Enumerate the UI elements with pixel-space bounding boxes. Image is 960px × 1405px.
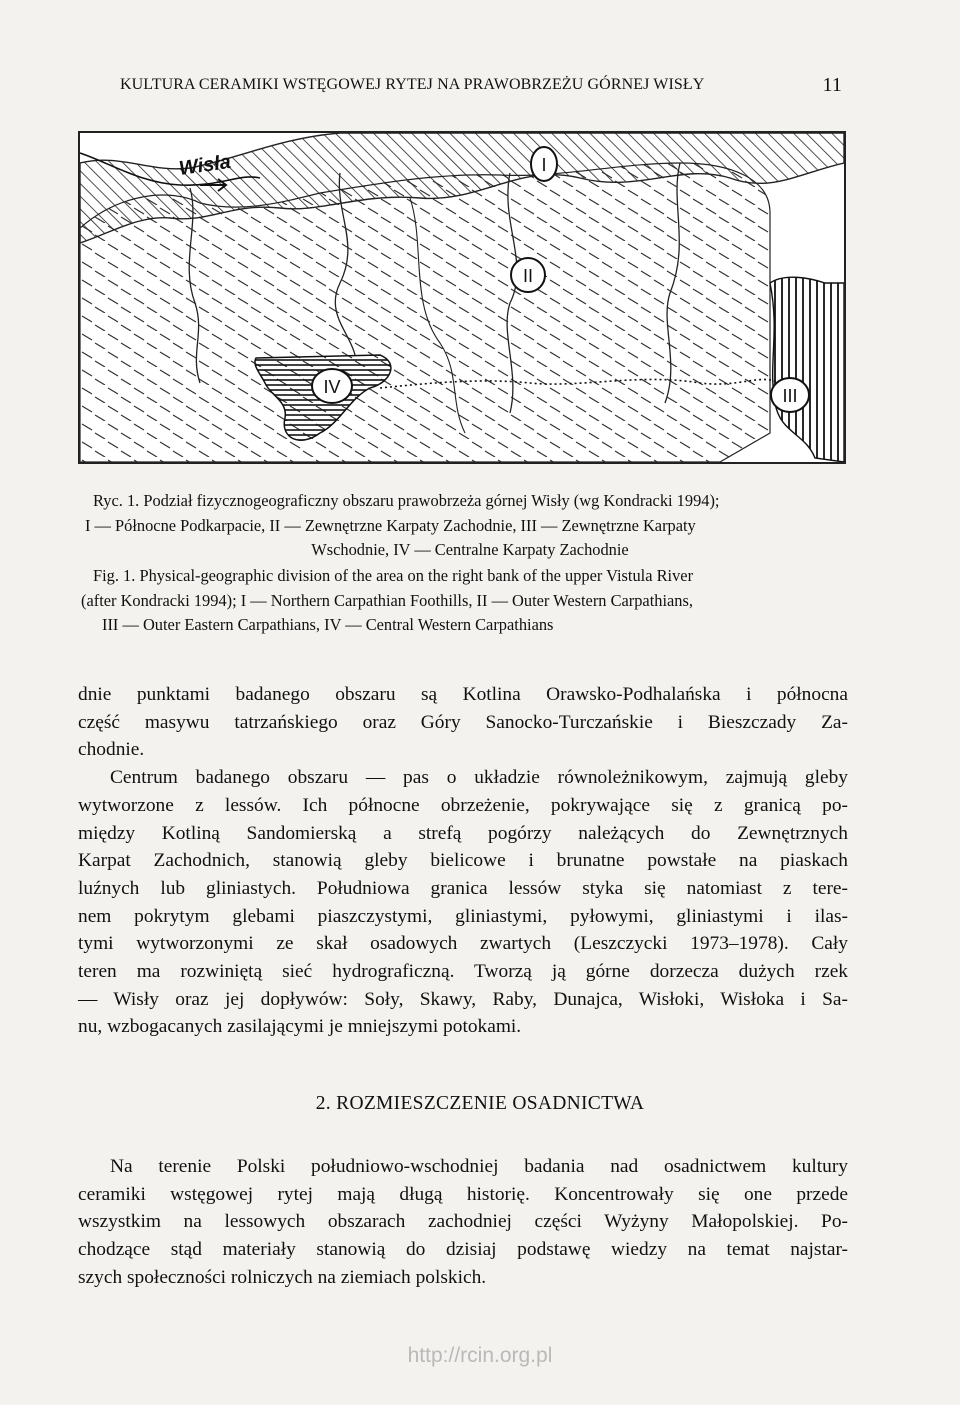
text-line: chodnie. <box>78 739 145 761</box>
region-label-iv <box>312 369 352 403</box>
text-line: nem pokrytym glebami piaszczystymi, gliniastymi, pyłowymi, gliniastymi i ilas- <box>78 905 848 927</box>
text-line: chodzące stąd materiały stanowią do dzisiaj podstawę wiedzy na temat najstar- <box>78 1239 848 1261</box>
section-heading: 2. ROZMIESZCZENIE OSADNICTWA <box>315 1093 645 1114</box>
region-label-iii-text: III <box>782 386 798 406</box>
map-svg <box>80 133 844 462</box>
text-line: wytworzone z lessów. Ich północne obrzeżenie, pokrywające się z granicą po- <box>78 794 848 816</box>
text-line: Karpat Zachodnich, stanowią gleby bielicowe i brunatne powstałe na piaskach <box>78 850 848 872</box>
paragraph-2 <box>78 1153 848 1292</box>
region-label-ii <box>511 258 545 292</box>
text-line: część masywu tatrzańskiego oraz Góry Sanocko-Turczańskie i Bieszczady Za- <box>78 711 848 733</box>
text-line: wszystkim na lessowych obszarach zachodniej części Wyżyny Małopolskiej. Po- <box>78 1211 848 1233</box>
caption-line: III — Outer Eastern Carpathians, IV — Central Western Carpathians <box>102 615 554 634</box>
region-label-i <box>531 147 557 181</box>
text-line: między Kotliną Sandomierską a strefą pogórzy należących do Zewnętrznych <box>78 822 848 844</box>
caption-line: I — Północne Podkarpacie, II — Zewnętrzne Karpaty Zachodnie, III — Zewnętrzne Karpaty <box>85 515 696 535</box>
footer-url-watermark: http://rcin.org.pl <box>407 1344 553 1367</box>
text-line: dnie punktami badanego obszaru są Kotlina Orawsko-Podhalańska i północna <box>78 684 848 705</box>
text-line: tymi wytworzonymi ze skał osadowych zwartych (Leszczycki 1973–1978). Cały <box>78 933 848 955</box>
text-line: Na terenie Polski południowo-wschodniej badania nad osadnictwem kultury <box>110 1156 848 1177</box>
caption-english <box>70 564 870 638</box>
region-label-iii <box>771 378 809 412</box>
caption-line: Fig. 1. Physical-geographic division of the area on the right bank of the upper Vistula River <box>93 566 694 585</box>
text-line: ceramiki wstęgowej rytej mają długą historię. Koncentrowały się one przede <box>78 1183 848 1205</box>
region-label-iv-text: IV <box>323 377 341 397</box>
river-label-wisla: Wisła <box>177 150 233 180</box>
text-line: szych społeczności rolniczych na ziemiach polskich. <box>78 1266 487 1288</box>
region-label-i-text: I <box>541 155 547 175</box>
figure-map <box>78 131 846 464</box>
text-line: nu, wzbogacanych zasilającymi je mniejszymi potokami. <box>78 1016 522 1038</box>
text-line: teren ma rozwiniętą sieć hydrograficzną. Tworzą ją górne dorzecza dużych rzek <box>78 961 848 983</box>
caption-line: Wschodnie, IV — Centralne Karpaty Zachodnie <box>311 540 629 559</box>
region-label-ii-text: II <box>522 266 534 286</box>
caption-polish <box>70 489 870 563</box>
text-line: luźnych lub gliniastych. Południowa granica lessów styka się natomiast z tere- <box>78 877 848 899</box>
page-number: 11 <box>822 74 842 96</box>
caption-line: (after Kondracki 1994); I — Northern Carpathian Foothills, II — Outer Western Carpathians, <box>81 590 693 610</box>
running-title: KULTURA CERAMIKI WSTĘGOWEJ RYTEJ NA PRAWOBRZEŻU GÓRNEJ WISŁY <box>120 76 705 93</box>
caption-line: Ryc. 1. Podział fizycznogeograficzny obszaru prawobrzeża górnej Wisły (wg Kondracki 1994); <box>93 491 720 510</box>
text-line: Centrum badanego obszaru — pas o układzie równoleżnikowym, zajmują gleby <box>110 767 848 789</box>
paragraph-1 <box>78 681 848 1041</box>
running-head <box>120 76 842 104</box>
text-line: — Wisły oraz jej dopływów: Soły, Skawy, Raby, Dunajca, Wisłoki, Wisłoka i Sa- <box>78 988 848 1010</box>
